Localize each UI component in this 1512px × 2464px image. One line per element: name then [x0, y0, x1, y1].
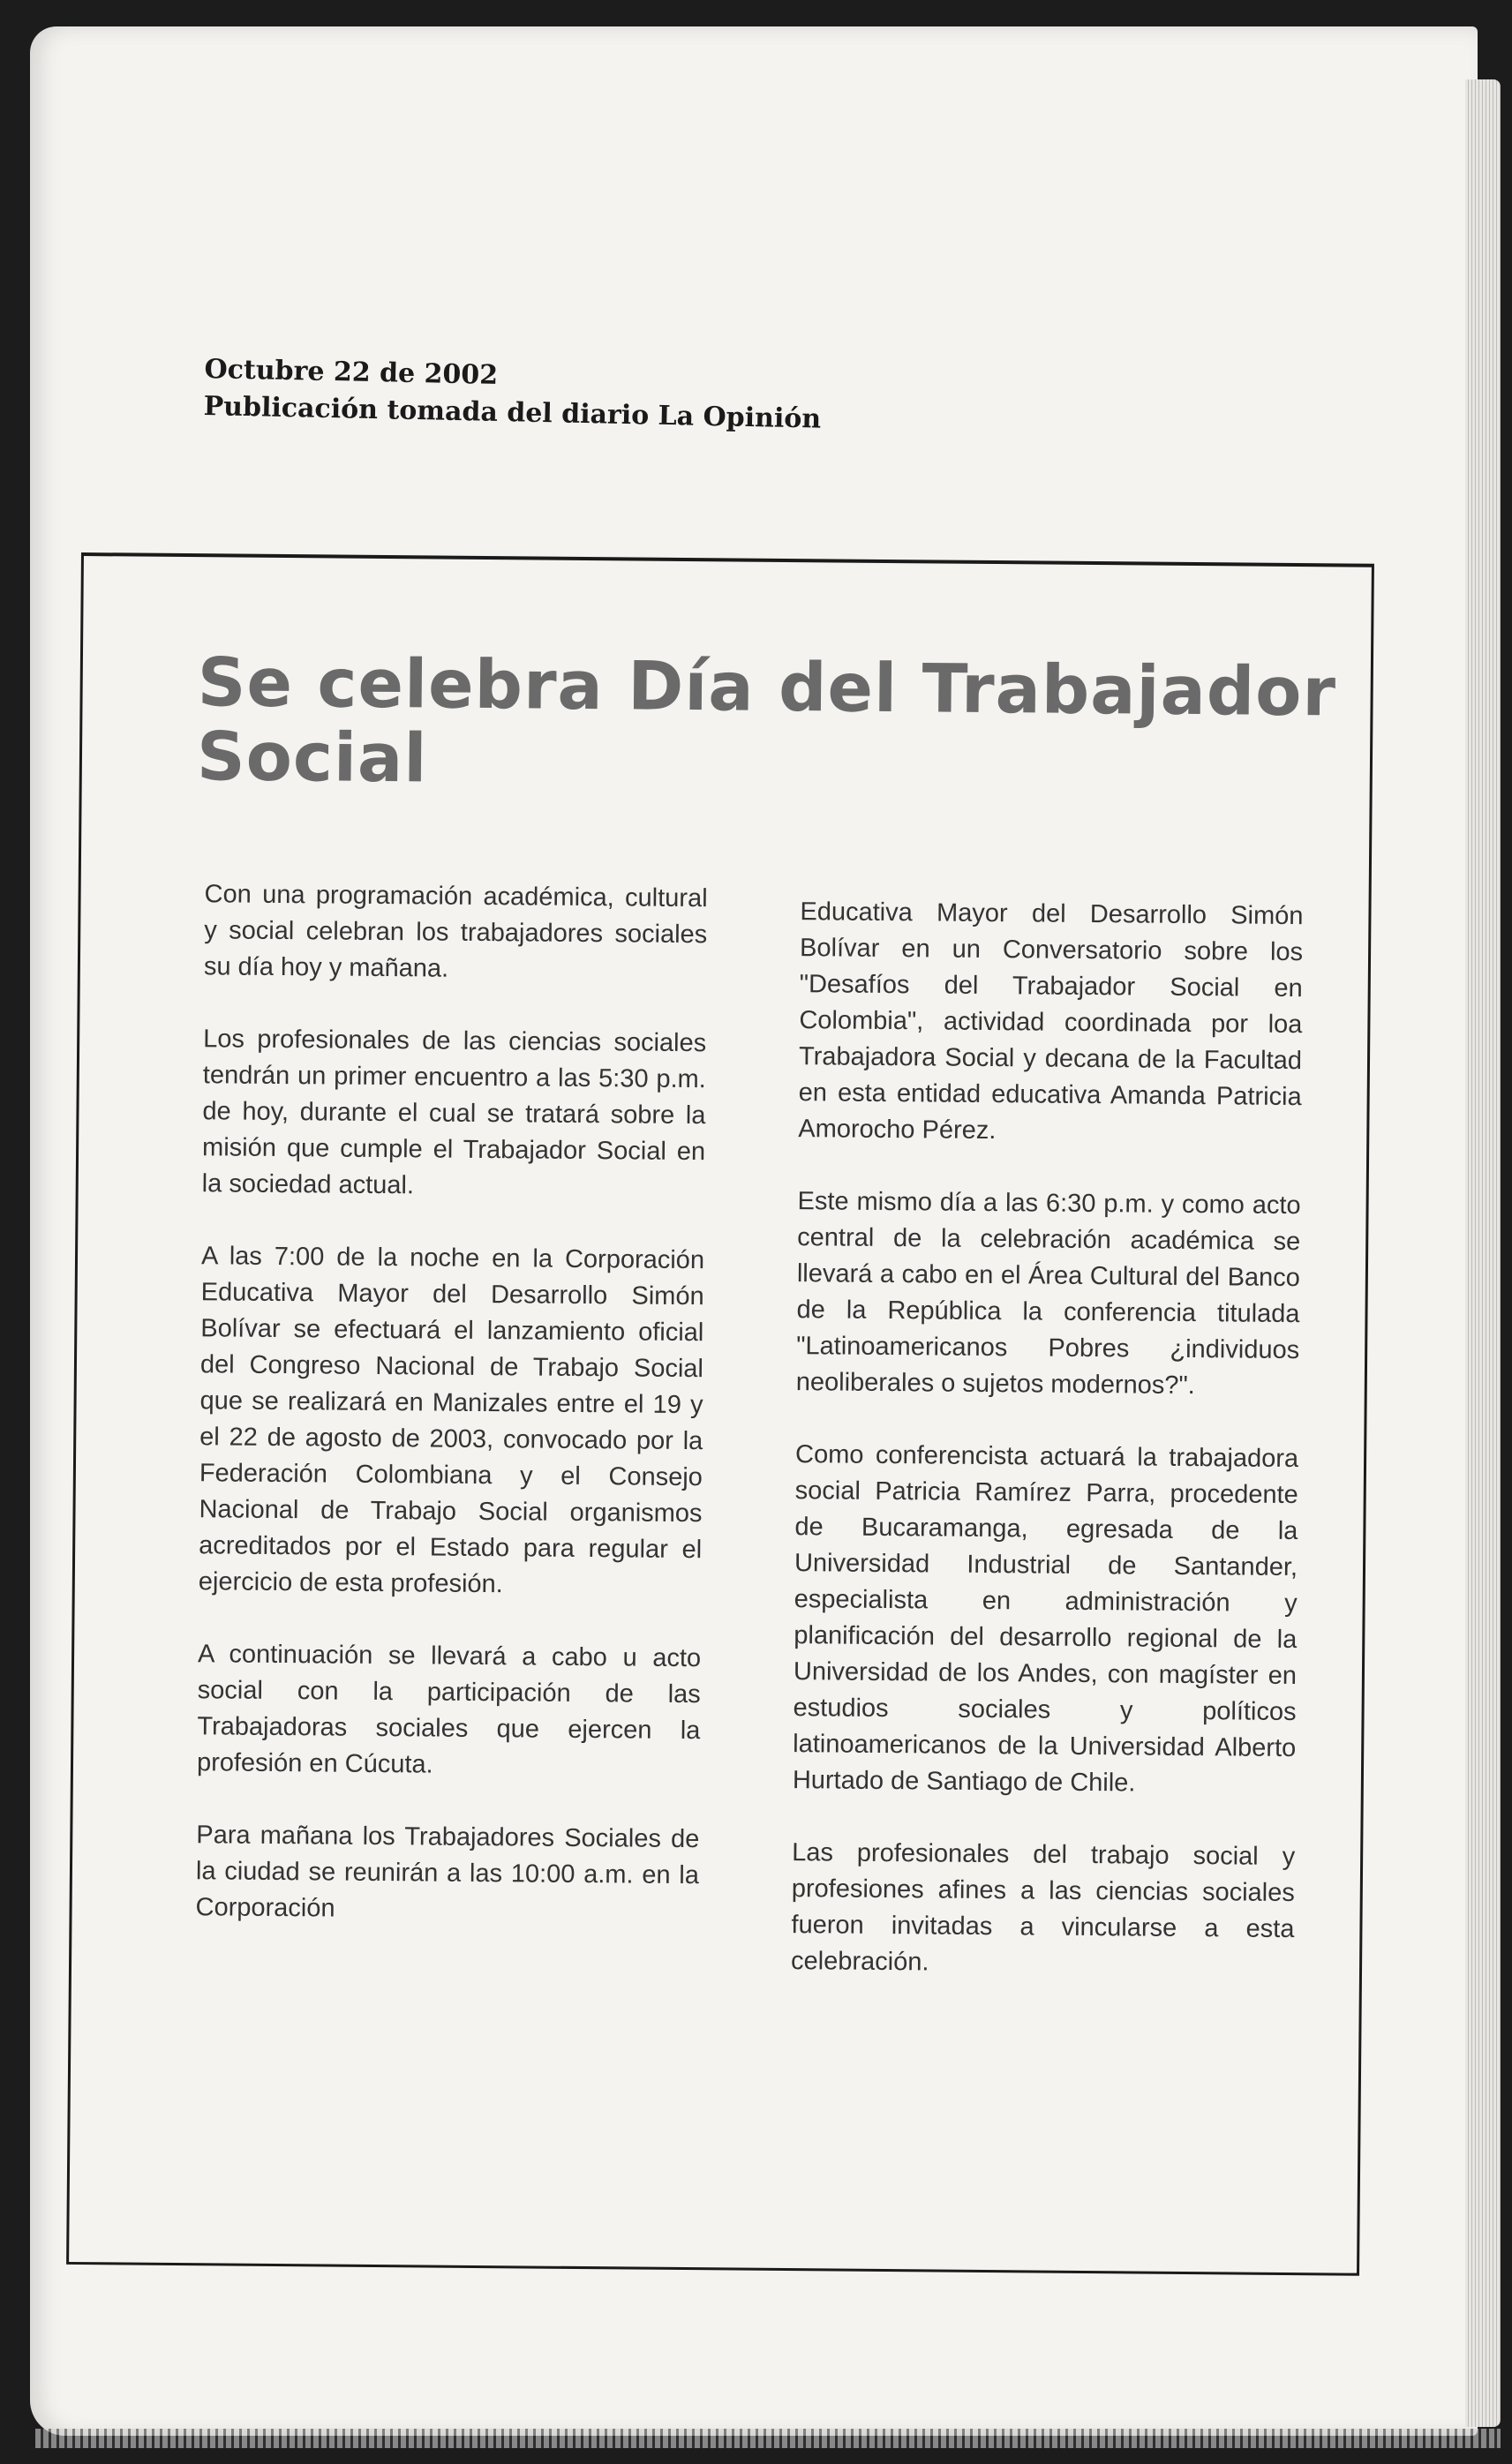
article-left-column	[195, 876, 708, 1966]
source-header	[203, 351, 822, 439]
right-paragraph: Como conferencista actuará la trabajadora social Patricia Ramírez Parra, procedente de Bucaramanga, egresada de la Universidad Industrial de Santander, especialista en administración y planificación del desarrollo regional de la Universidad de los Andes, con magíster en estudios sociales y políticos latinoamericanos de la Universidad Alberto Hurtado de Santiago de Chile.	[792, 1440, 1299, 1798]
right-paragraph: Educativa Mayor del Desarrollo Simón Bolívar en un Conversatorio sobre los "Desafíos del Trabajador Social en Colombia", actividad coordinada por loa Trabajadora Social y decana de la Facultad en esta entidad educativa Amanda Patricia Amorocho Pérez.	[798, 898, 1304, 1146]
left-paragraph: A continuación se llevará a cabo u acto social con la participación de las Trabajadoras sociales que ejercen la profesión en Cúcuta.	[196, 1640, 702, 1779]
page-stack-edge	[1465, 79, 1501, 2427]
right-paragraph: Este mismo día a las 6:30 p.m. y como acto central de la celebración académica se llevará a cabo en el Área Cultural del Banco de la República la conferencia titulada "Latinoamericanos Pobres ¿individuos neoliberales o sujetos modernos?".	[795, 1187, 1301, 1401]
clipping-frame	[66, 552, 1374, 2276]
left-paragraph: Para mañana los Trabajadores Sociales de la ciudad se reunirán a las 10:00 a.m. en la Corporación	[195, 1821, 700, 1923]
article-headline: Se celebra Día del Trabajador Social	[196, 642, 1337, 798]
left-paragraph: Con una programación académica, cultural y social celebran los trabajadores sociales su día hoy y mañana.	[203, 880, 708, 983]
article-right-column	[791, 894, 1304, 2020]
left-paragraph: Los profesionales de las ciencias sociales tendrán un primer encuentro a las 5:30 p.m. de hoy, durante el cual se tratará sobre la misión que cumple el Trabajador Social en la sociedad actual.	[201, 1025, 707, 1200]
right-paragraph: Las profesionales del trabajo social y profesiones afines a las ciencias sociales fueron invitadas a vincularse a esta celebración.	[790, 1838, 1296, 1977]
bottom-edge	[35, 2429, 1501, 2448]
left-paragraph: A las 7:00 de la noche en la Corporación Educativa Mayor del Desarrollo Simón Bolívar se efectuará el lanzamiento oficial del Congreso Nacional de Trabajo Social que se realizará en Manizales entre el 19 y el 22 de agosto de 2003, convocado por la Federación Colombiana y el Consejo Nacional de Trabajo Social organismos acreditados por el Estado para regular el ejercicio de esta profesión.	[198, 1242, 705, 1599]
source-publication: Publicación tomada del diario La Opinión	[203, 390, 822, 435]
source-date: Octubre 22 de 2002	[204, 353, 499, 391]
